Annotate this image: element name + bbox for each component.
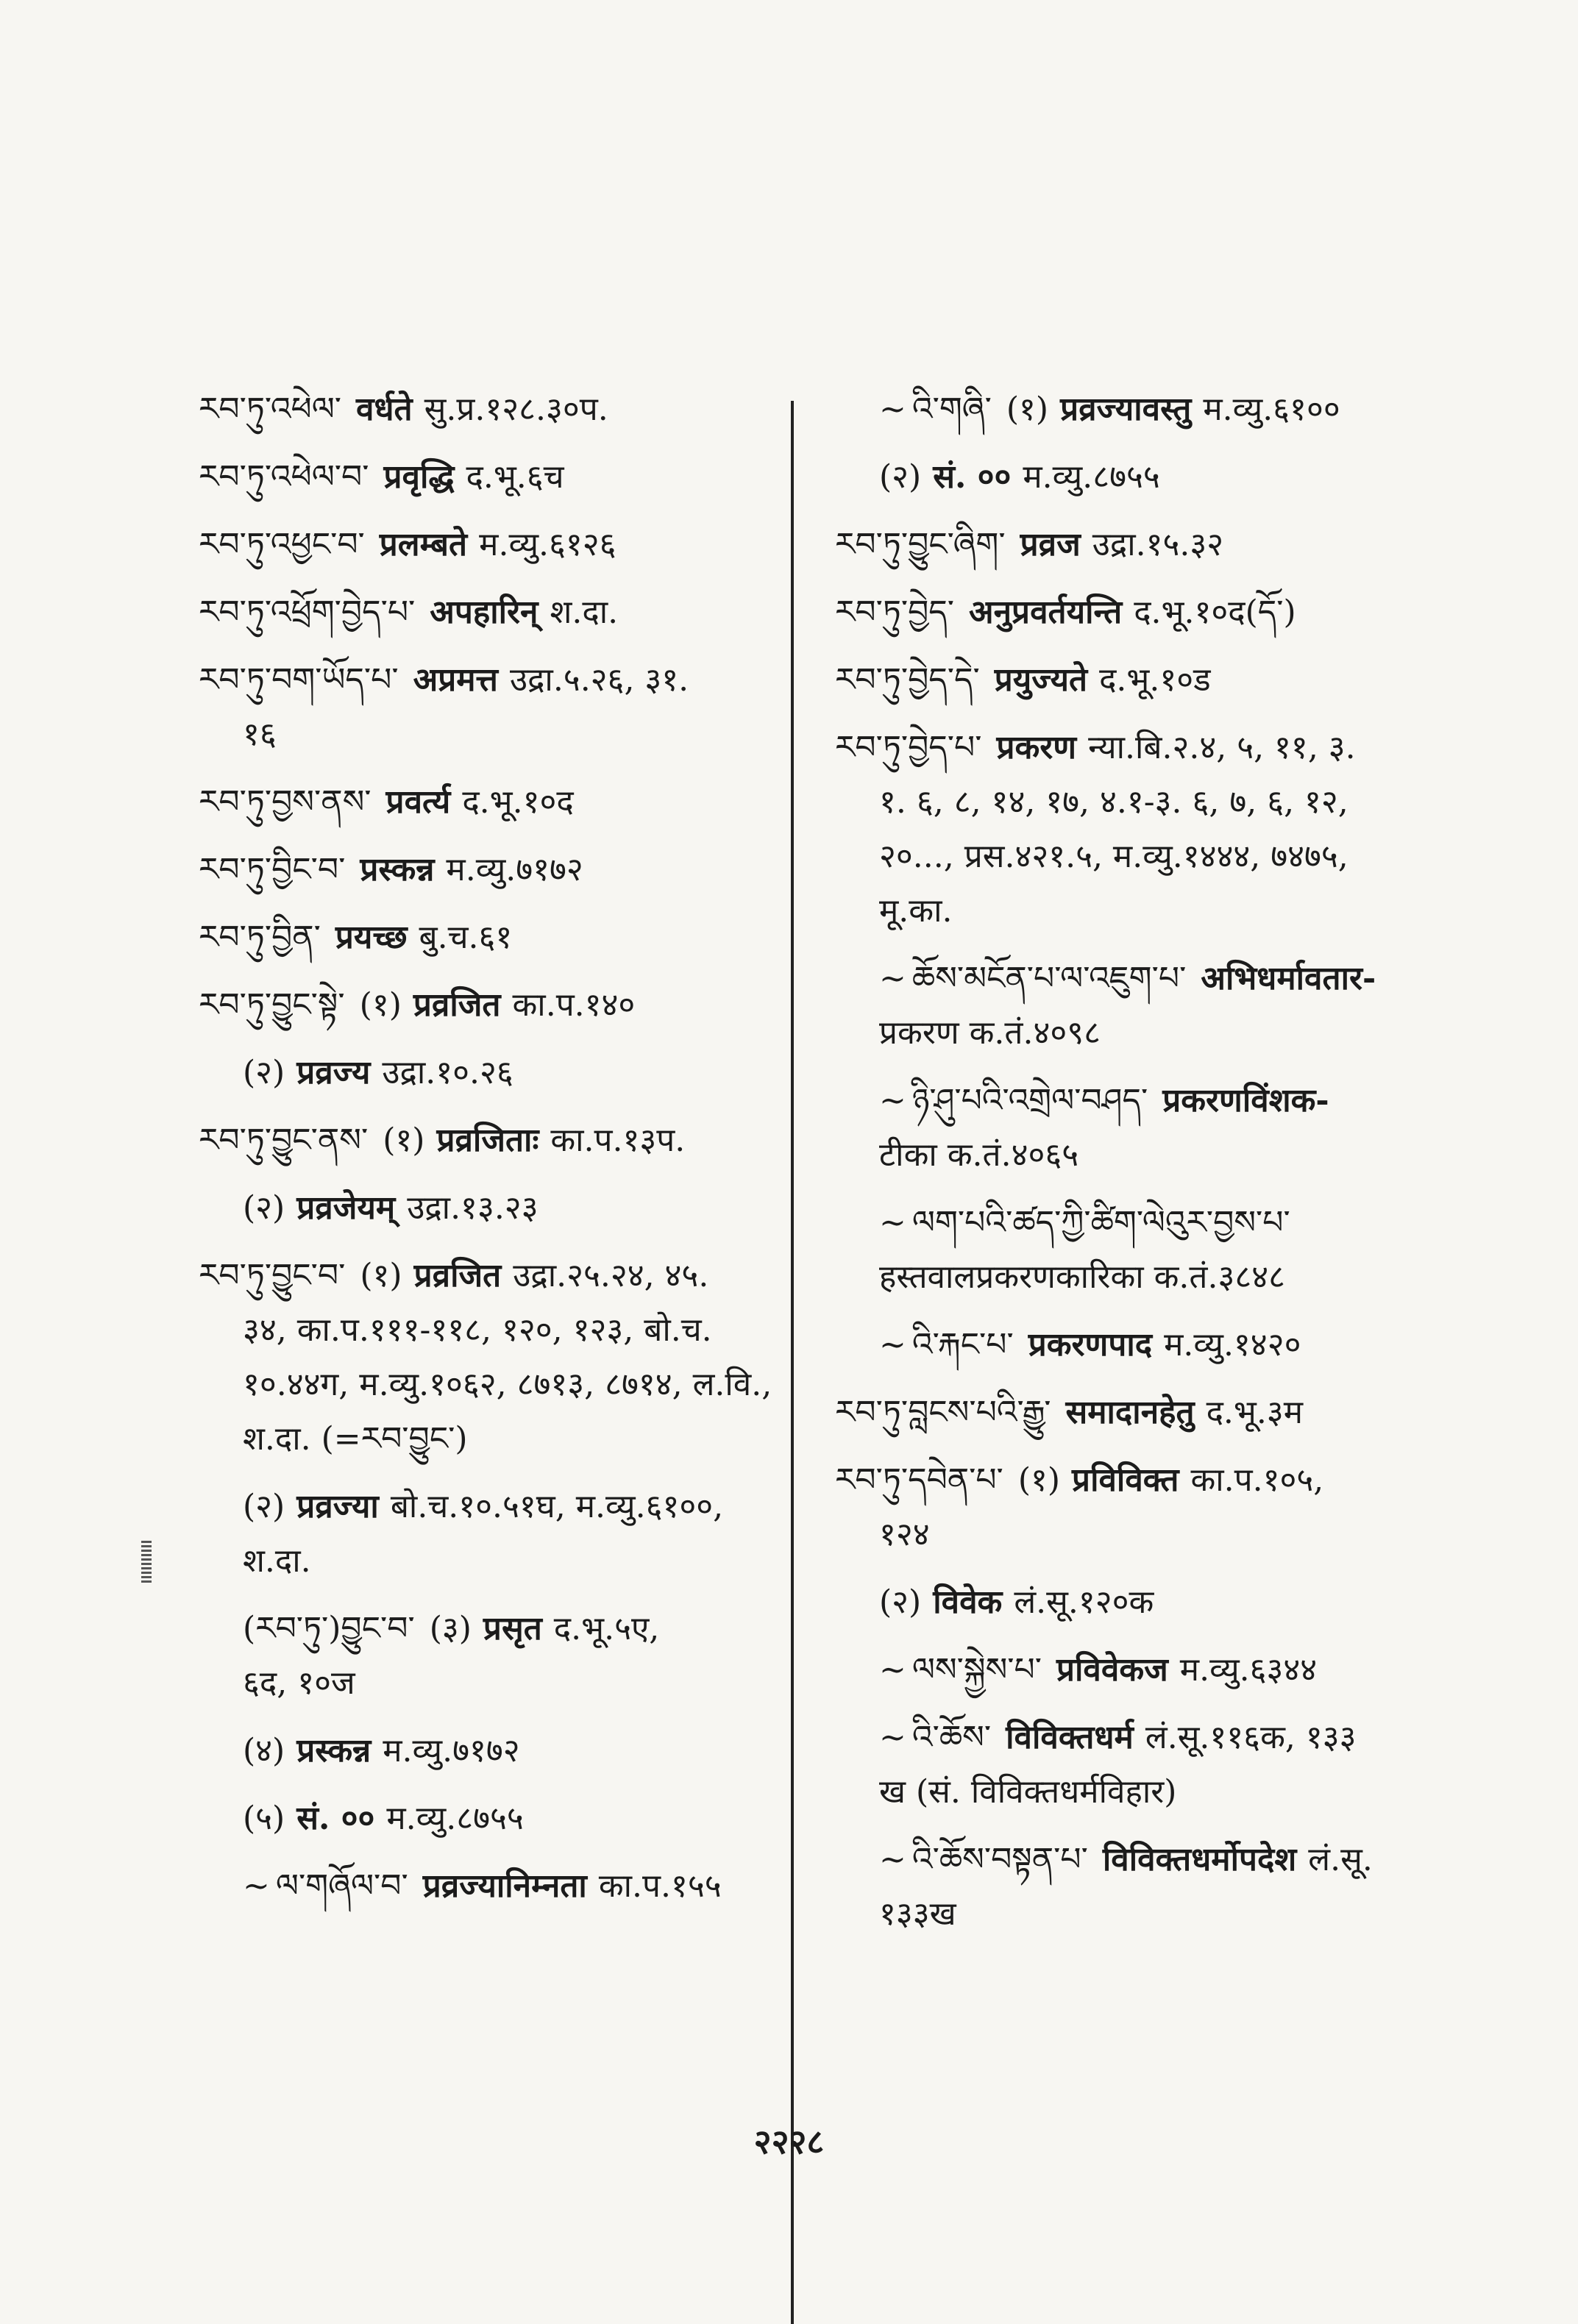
source-reference: उद्रा.१५.३२ (1092, 526, 1224, 563)
dictionary-entry (199, 910, 787, 965)
tibetan-headword: རབ་ཏུ་བླངས་པའི་རྒྱུ་ (835, 1394, 1051, 1431)
sense-number: (३) (429, 1610, 472, 1647)
tibetan-headword: རབ་ཏུ་བྱུང་སྟེ་ (199, 986, 345, 1024)
sanskrit-equivalent: विवेक (933, 1583, 1003, 1621)
tibetan-headword: རབ་ཏུ་བྱེད་དེ་ (835, 661, 980, 699)
sanskrit-equivalent: प्रविवेकज (1056, 1651, 1168, 1689)
dictionary-entry (199, 1859, 787, 1914)
tibetan-headword: རབ་ཏུ་འཕྱང་བ་ (199, 526, 365, 563)
sanskrit-equivalent: वर्धते (356, 391, 413, 428)
source-reference: का.प.१४० (512, 986, 636, 1024)
left-column (199, 382, 787, 1927)
entry-dash: ~ (879, 1719, 906, 1756)
reference-continuation: १३३ख (879, 1895, 956, 1933)
source-reference: द.भू.१०ड (1099, 661, 1211, 699)
dictionary-entry (199, 775, 787, 830)
entry-dash: ~ (879, 1326, 906, 1364)
tibetan-headword: ཆོས་མངོན་པ་ལ་འཇུག་པ་ (911, 960, 1187, 997)
dictionary-entry (199, 1602, 787, 1711)
tibetan-headword: འི་ཆོས་ (911, 1719, 992, 1756)
tibetan-headword: (རབ་ཏུ་)བྱུང་བ་ (243, 1610, 415, 1647)
sanskrit-equivalent: सं. ०० (296, 1800, 375, 1837)
dictionary-entry (199, 843, 787, 897)
dictionary-entry (199, 1480, 787, 1589)
dictionary-entry (199, 978, 787, 1033)
tibetan-headword: རབ་ཏུ་བྱས་ནས་ (199, 783, 372, 821)
margin-mark (141, 1541, 152, 1585)
source-reference: लं.सू. (1308, 1841, 1373, 1878)
source-reference: म.व्यु.८७५५ (1023, 458, 1160, 496)
sense-number: (२) (879, 458, 922, 496)
source-reference: उद्रा.१३.२३ (407, 1189, 539, 1227)
tibetan-headword: རབ་ཏུ་བྱུང་ཞིག་ (835, 526, 1006, 563)
source-reference: का.प.१३प. (550, 1122, 686, 1159)
dictionary-entry (199, 450, 787, 505)
sanskrit-equivalent: प्रकरणपाद (1028, 1326, 1153, 1364)
source-reference: म.व्यु.७१७२ (446, 851, 583, 888)
dictionary-entry (199, 653, 787, 762)
reference-continuation: प्रकरण क.तं.४०९८ (879, 1014, 1101, 1052)
source-reference: सु.प्र.१२८.३०प. (424, 391, 608, 428)
source-reference: बो.च.१०.५१घ, म.व्यु.६१००, (390, 1488, 724, 1525)
dictionary-entry (835, 1711, 1424, 1819)
source-reference: का.प.१०५, (1190, 1461, 1324, 1499)
source-reference: द.भू.३म (1206, 1394, 1304, 1431)
reference-continuation: ख (सं. विविक्तधर्मविहार) (879, 1773, 1177, 1811)
source-reference: लं.सू.११६क, १३३ (1145, 1719, 1357, 1756)
tibetan-headword: ཉི་ཤུ་པའི་འགྲེལ་བཤད་ (911, 1082, 1148, 1119)
sanskrit-equivalent: प्रवर्त्य (385, 783, 451, 821)
reference-continuation: ६द, १०ज (243, 1664, 355, 1702)
dictionary-entry (199, 1792, 787, 1846)
entry-dash: ~ (879, 391, 906, 428)
sanskrit-equivalent: प्रव्रजिताः (436, 1122, 539, 1159)
reference-continuation: १. ६, ८, १४, १७, ४.१-३. ६, ७, ६, १२, २०..., प्रस.४२१.५, म.व्यु.१४४४, ७४७५, मू.का. (879, 783, 1348, 930)
source-reference: न्या.बि.२.४, ५, ११, ३. (1088, 729, 1356, 766)
sanskrit-equivalent: प्रकरणविंशक- (1162, 1082, 1329, 1119)
dictionary-entry (199, 1249, 787, 1466)
dictionary-entry (835, 1074, 1424, 1183)
tibetan-headword: རབ་ཏུ་བག་ཡོད་པ་ (199, 661, 399, 699)
sanskrit-equivalent: अनुप्रवर्तयन्ति (969, 594, 1123, 631)
dictionary-entry (835, 1196, 1424, 1305)
tibetan-headword: རབ་ཏུ་འཕྲོག་བྱེད་པ་ (199, 594, 416, 631)
sense-number: (१) (359, 986, 402, 1024)
dictionary-entry (199, 585, 787, 640)
sense-number: (२) (243, 1054, 285, 1091)
sanskrit-equivalent: प्रस्कन्न (360, 851, 435, 888)
dictionary-entry (199, 1181, 787, 1236)
reference-continuation: हस्तवालप्रकरणकारिका क.तं.३८४८ (879, 1258, 1286, 1296)
source-reference: का.प.१५५ (598, 1867, 722, 1905)
dictionary-entry (835, 450, 1424, 505)
tibetan-headword: རབ་ཏུ་འཕེལ་བ་ (199, 458, 369, 496)
sanskrit-equivalent: प्रव्रजित (413, 1257, 502, 1294)
sense-number: (१) (1006, 391, 1049, 428)
dictionary-entry (835, 1453, 1424, 1562)
source-reference: म.व्यु.७१७२ (383, 1732, 520, 1769)
source-reference: बु.च.६१ (419, 919, 513, 956)
sense-number: (२) (243, 1488, 285, 1525)
source-reference: लं.सू.१२०क (1014, 1583, 1154, 1621)
sanskrit-equivalent: विविक्तधर्म (1006, 1719, 1134, 1756)
source-reference: द.भू.५ए, (553, 1610, 660, 1647)
reference-continuation: १६ (243, 716, 277, 753)
entry-dash: ~ (243, 1867, 270, 1905)
source-reference: म.व्यु.१४२० (1164, 1326, 1301, 1364)
sense-number: (२) (243, 1189, 285, 1227)
tibetan-headword: འི་རྐང་པ་ (911, 1326, 1014, 1364)
sanskrit-equivalent: प्रविविक्त (1072, 1461, 1179, 1499)
sanskrit-equivalent: प्रलम्बते (379, 526, 468, 563)
tibetan-headword: རབ་ཏུ་བྱིང་བ་ (199, 851, 346, 888)
dictionary-entry (835, 1833, 1424, 1942)
dictionary-entry (835, 1386, 1424, 1440)
source-reference: म.व्यु.६३४४ (1179, 1651, 1318, 1689)
dictionary-entry (199, 1046, 787, 1100)
source-reference: म.व्यु.६१०० (1203, 391, 1340, 428)
reference-continuation: टीका क.तं.४०६५ (879, 1136, 1079, 1174)
dictionary-entry (199, 382, 787, 437)
sanskrit-equivalent: प्रव्रजित (413, 986, 501, 1024)
tibetan-headword: རབ་ཏུ་འཕེལ་ (199, 391, 341, 428)
sanskrit-equivalent: प्रकरण (996, 729, 1077, 766)
source-reference: द.भू.१०द(དོ་) (1134, 594, 1296, 631)
tibetan-headword: རབ་ཏུ་བྱེད་ (835, 594, 955, 631)
sense-number: (५) (243, 1800, 285, 1837)
sanskrit-equivalent: प्रयुज्यते (994, 661, 1088, 699)
source-reference: उद्रा.५.२६, ३१. (509, 661, 689, 699)
sanskrit-equivalent: प्रव्रज्य (296, 1054, 371, 1091)
source-reference: श.दा. (550, 594, 619, 631)
tibetan-headword: ལག་པའི་ཚད་ཀྱི་ཚིག་ལེའུར་བྱས་པ་ (911, 1204, 1290, 1241)
entry-dash: ~ (879, 1841, 906, 1878)
source-reference: म.व्यु.८७५५ (386, 1800, 524, 1837)
sense-number: (४) (243, 1732, 285, 1769)
dictionary-entry (835, 721, 1424, 938)
entry-dash: ~ (879, 1651, 906, 1689)
sanskrit-equivalent: प्रस्कन्न (296, 1732, 372, 1769)
tibetan-headword: རབ་ཏུ་དབེན་པ་ (835, 1461, 1003, 1499)
sanskrit-equivalent: प्रव्रज्यावस्तु (1060, 391, 1192, 428)
source-reference: द.भू.१०द (462, 783, 574, 821)
dictionary-entry (199, 1113, 787, 1168)
dictionary-entry (835, 952, 1424, 1061)
sanskrit-equivalent: प्रयच्छ (335, 919, 408, 956)
dictionary-entry (199, 1724, 787, 1778)
tibetan-headword: ལས་སྐྱེས་པ་ (911, 1651, 1042, 1689)
right-column (835, 382, 1424, 1955)
sanskrit-equivalent: समादानहेतु (1065, 1394, 1195, 1431)
column-divider (791, 401, 794, 2324)
dictionary-entry (835, 585, 1424, 640)
sense-number: (१) (360, 1257, 402, 1294)
sanskrit-equivalent: सं. ०० (933, 458, 1012, 496)
entry-dash: ~ (879, 1082, 906, 1119)
sanskrit-equivalent: अभिधर्मावतार- (1201, 960, 1376, 997)
dictionary-entry (835, 1643, 1424, 1697)
entry-dash: ~ (879, 1204, 906, 1241)
source-reference: द.भू.६च (466, 458, 564, 496)
reference-continuation: श.दा. (243, 1542, 311, 1580)
sanskrit-equivalent: प्रव्रज (1020, 526, 1081, 563)
tibetan-headword: རབ་ཏུ་བྱེད་པ་ (835, 729, 982, 766)
tibetan-headword: འི་གཞི་ (911, 391, 992, 428)
source-reference: उद्रा.२५.२४, ४५. (513, 1257, 709, 1294)
tibetan-headword: ལ་གཞོལ་བ་ (275, 1867, 408, 1905)
page-number: २२२८ (753, 2122, 825, 2161)
tibetan-headword: རབ་ཏུ་བྱིན་ (199, 919, 321, 956)
sanskrit-equivalent: प्रव्रज्यानिम्नता (422, 1867, 587, 1905)
source-reference: म.व्यु.६१२६ (479, 526, 616, 563)
tibetan-headword: འི་ཆོས་བསྟན་པ་ (911, 1841, 1088, 1878)
sanskrit-equivalent: प्रसृत (483, 1610, 542, 1647)
sanskrit-equivalent: विविक्तधर्मोपदेश (1102, 1841, 1297, 1878)
dictionary-entry (835, 1575, 1424, 1630)
reference-continuation: १२४ (879, 1516, 930, 1553)
source-reference: उद्रा.१०.२६ (382, 1054, 513, 1091)
dictionary-entry (835, 1318, 1424, 1372)
sanskrit-equivalent: प्रवृद्धि (383, 458, 455, 496)
dictionary-entry (835, 653, 1424, 707)
sanskrit-equivalent: प्रव्रज्या (296, 1488, 379, 1525)
dictionary-entry (835, 518, 1424, 572)
tibetan-headword: རབ་ཏུ་བྱུང་བ་ (199, 1257, 346, 1294)
reference-continuation: ३४, का.प.१११-११८, १२०, १२३, बो.च. १०.४४ग, म.व्यु.१०६२, ८७१३, ८७१४, ल.वि., श.दा. (=རབ་བྱུང་) (243, 1311, 772, 1458)
sense-number: (१) (383, 1122, 425, 1159)
tibetan-headword: རབ་ཏུ་བྱུང་ནས་ (199, 1122, 369, 1159)
sanskrit-equivalent: प्रव्रजेयम् (296, 1189, 396, 1227)
sanskrit-equivalent: अप्रमत्त (413, 661, 498, 699)
entry-dash: ~ (879, 960, 906, 997)
sanskrit-equivalent: अपहारिन् (430, 594, 539, 631)
sense-number: (१) (1017, 1461, 1061, 1499)
sense-number: (२) (879, 1583, 922, 1621)
dictionary-entry (199, 518, 787, 572)
dictionary-entry (835, 382, 1424, 437)
